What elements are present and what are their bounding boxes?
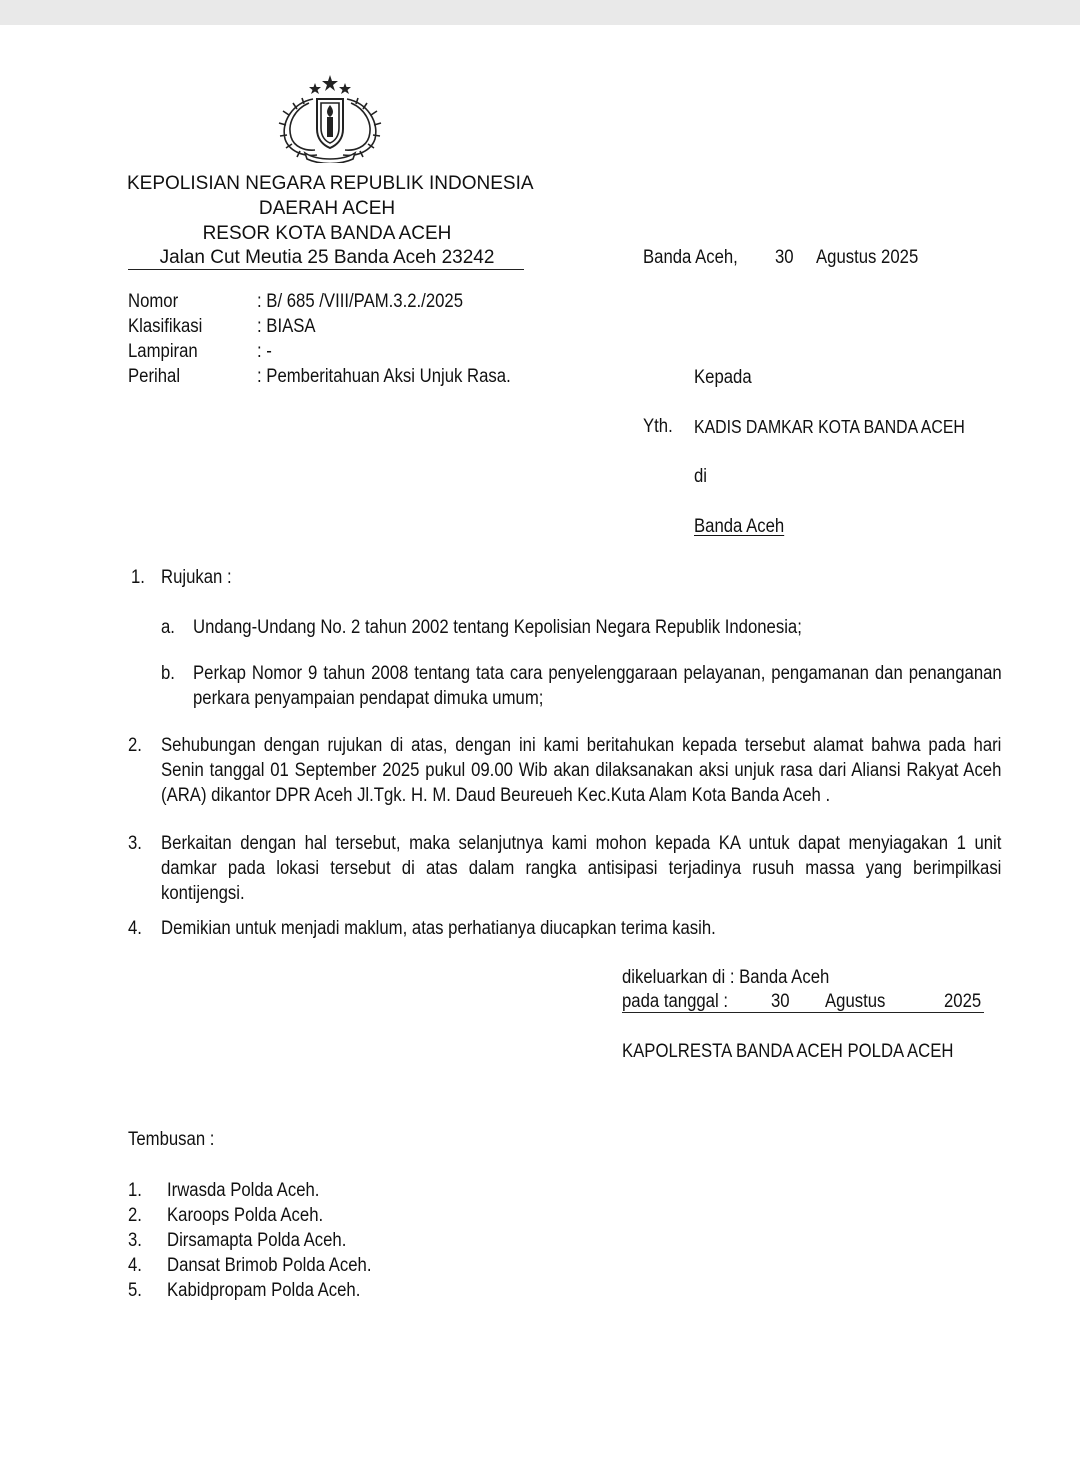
issued-date-month: Agustus <box>825 991 886 1012</box>
cc-item-text: Kabidpropam Polda Aceh. <box>167 1280 361 1301</box>
issued-date-label: pada tanggal : <box>622 991 728 1012</box>
para-3-text: Berkaitan dengan hal tersebut, maka selanjutnya kami mohon kepada KA untuk dapat menyiagakan 1 unit damkar pada lokasi tersebut di atas dalam rangka antisipasi terjadinya rusuh massa yang berimpilkasi kontijengsi. <box>161 833 1002 904</box>
org-address: Jalan Cut Meutia 25 Banda Aceh 23242 <box>159 247 495 268</box>
para-2-text: Sehubungan dengan rujukan di atas, dengan ini kami beritahukan kepada tersebut alamat bahwa pada hari Senin tanggal 01 September 2025 pukul 09.00 Wib akan dilaksanakan aksi unjuk rasa dari Aliansi Rakyat Aceh (ARA) dikantor DPR Aceh Jl.Tgk. H. M. Daud Beureueh Kec.Kuta Alam Kota Banda Aceh . <box>161 735 1002 806</box>
letter-day: 30 <box>775 247 794 268</box>
para-1-text: Rujukan : <box>161 567 232 588</box>
cc-item-number: 4. <box>128 1255 142 1276</box>
para-1b-text: Perkap Nomor 9 tahun 2008 tentang tata cara penyelenggaraan pelayanan, pengamanan dan penanganan perkara penyampaian pendapat dimuka umum; <box>193 663 1002 709</box>
recipient-name: KADIS DAMKAR KOTA BANDA ACEH <box>694 417 965 437</box>
cc-item-text: Karoops Polda Aceh. <box>167 1205 324 1226</box>
recipient-di: di <box>694 466 708 487</box>
para-3-number: 3. <box>128 833 142 854</box>
cc-title: Tembusan : <box>128 1129 215 1150</box>
signatory-office: KAPOLRESTA BANDA ACEH POLDA ACEH <box>622 1041 954 1062</box>
para-1-number: 1. <box>131 567 145 588</box>
police-emblem-logo <box>273 73 387 163</box>
cc-item-number: 5. <box>128 1280 142 1301</box>
para-4-text: Demikian untuk menjadi maklum, atas perhatianya diucapkan terima kasih. <box>161 918 716 939</box>
cc-item-number: 1. <box>128 1180 142 1201</box>
meta-value-perihal: : Pemberitahuan Aksi Unjuk Rasa. <box>257 366 511 387</box>
cc-item-text: Dirsamapta Polda Aceh. <box>167 1230 347 1251</box>
letter-page <box>0 25 1080 1466</box>
recipient-yth: Yth. <box>643 416 673 437</box>
cc-item-text: Irwasda Polda Aceh. <box>167 1180 320 1201</box>
issued-date-year: 2025 <box>944 991 982 1012</box>
para-2-number: 2. <box>128 735 142 756</box>
org-name-line2: DAERAH ACEH <box>258 198 396 219</box>
meta-value-klasifikasi: : BIASA <box>257 316 316 337</box>
letter-place: Banda Aceh, <box>643 247 738 268</box>
issued-date-underline <box>622 1012 984 1013</box>
recipient-city: Banda Aceh <box>694 516 785 537</box>
meta-label-nomor: Nomor <box>128 291 179 312</box>
para-1a-text: Undang-Undang No. 2 tahun 2002 tentang Kepolisian Negara Republik Indonesia; <box>193 617 802 638</box>
para-1b-letter: b. <box>161 663 175 684</box>
meta-label-klasifikasi: Klasifikasi <box>128 316 203 337</box>
para-3-block <box>161 831 1002 906</box>
letter-month-year: Agustus 2025 <box>816 247 919 268</box>
meta-value-lampiran: : - <box>257 341 272 362</box>
meta-value-nomor: : B/ 685 /VIII/PAM.3.2./2025 <box>257 291 464 312</box>
cc-item-number: 2. <box>128 1205 142 1226</box>
issued-date-day: 30 <box>771 991 790 1012</box>
meta-label-perihal: Perihal <box>128 366 181 387</box>
letterhead-underline <box>128 269 524 270</box>
cc-item-number: 3. <box>128 1230 142 1251</box>
org-name-line3: RESOR KOTA BANDA ACEH <box>202 223 452 244</box>
meta-label-lampiran: Lampiran <box>128 341 198 362</box>
para-2-block <box>161 733 1002 808</box>
recipient-kepada: Kepada <box>694 367 752 388</box>
para-4-number: 4. <box>128 918 142 939</box>
para-1b-block <box>193 661 1002 711</box>
cc-item-text: Dansat Brimob Polda Aceh. <box>167 1255 372 1276</box>
para-1a-letter: a. <box>161 617 175 638</box>
org-name-line1: KEPOLISIAN NEGARA REPUBLIK INDONESIA <box>127 173 534 194</box>
issued-at: dikeluarkan di : Banda Aceh <box>622 967 830 988</box>
